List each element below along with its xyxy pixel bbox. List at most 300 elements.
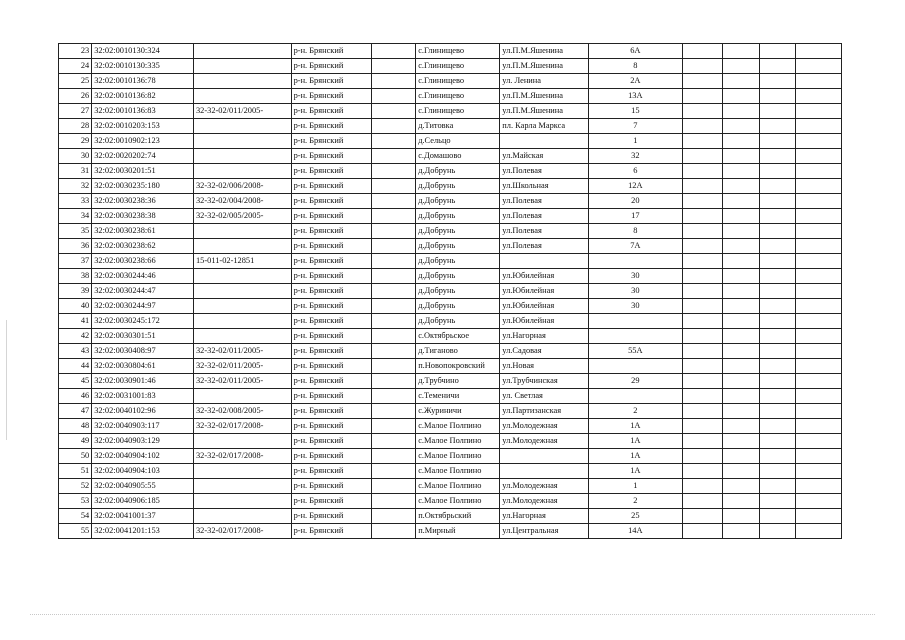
empty-cell xyxy=(371,449,416,464)
settlement: д.Сельцо xyxy=(416,134,500,149)
empty-cell xyxy=(722,224,759,239)
settlement: д.Добрунь xyxy=(416,254,500,269)
house-number: 7А xyxy=(588,239,683,254)
table-row xyxy=(59,269,842,284)
house-number: 7 xyxy=(588,119,683,134)
table-row xyxy=(59,44,842,59)
registration-number: 15-011-02-12851 xyxy=(193,254,291,269)
empty-cell xyxy=(722,74,759,89)
table-row xyxy=(59,479,842,494)
empty-cell xyxy=(759,284,795,299)
empty-cell xyxy=(371,314,416,329)
empty-cell xyxy=(796,389,842,404)
empty-cell xyxy=(371,524,416,539)
registration-number xyxy=(193,269,291,284)
cadastral-number: 32:02:0040905:55 xyxy=(92,479,194,494)
street: ул.Новая xyxy=(500,359,588,374)
empty-cell xyxy=(759,344,795,359)
empty-cell xyxy=(371,359,416,374)
empty-cell xyxy=(683,344,722,359)
empty-cell xyxy=(759,269,795,284)
row-number: 36 xyxy=(59,239,92,254)
table-row xyxy=(59,449,842,464)
cadastral-number: 32:02:0010130:324 xyxy=(92,44,194,59)
cadastral-number: 32:02:0040904:103 xyxy=(92,464,194,479)
house-number: 30 xyxy=(588,269,683,284)
empty-cell xyxy=(722,374,759,389)
empty-cell xyxy=(371,134,416,149)
house-number: 1А xyxy=(588,419,683,434)
row-number: 44 xyxy=(59,359,92,374)
empty-cell xyxy=(759,374,795,389)
settlement: с.Малое Полпино xyxy=(416,449,500,464)
empty-cell xyxy=(759,524,795,539)
district: р-н. Брянский xyxy=(291,59,371,74)
row-number: 26 xyxy=(59,89,92,104)
street: ул. Ленина xyxy=(500,74,588,89)
empty-cell xyxy=(683,329,722,344)
registration-number xyxy=(193,239,291,254)
empty-cell xyxy=(371,149,416,164)
empty-cell xyxy=(796,509,842,524)
registration-number: 32-32-02/008/2005- xyxy=(193,404,291,419)
row-number: 41 xyxy=(59,314,92,329)
settlement: д.Добрунь xyxy=(416,224,500,239)
empty-cell xyxy=(722,44,759,59)
empty-cell xyxy=(759,494,795,509)
empty-cell xyxy=(683,314,722,329)
row-number: 38 xyxy=(59,269,92,284)
registration-number xyxy=(193,479,291,494)
cadastral-number: 32:02:0040906:185 xyxy=(92,494,194,509)
empty-cell xyxy=(722,59,759,74)
table-row xyxy=(59,434,842,449)
empty-cell xyxy=(796,74,842,89)
empty-cell xyxy=(759,209,795,224)
district: р-н. Брянский xyxy=(291,104,371,119)
district: р-н. Брянский xyxy=(291,419,371,434)
empty-cell xyxy=(683,419,722,434)
empty-cell xyxy=(371,509,416,524)
empty-cell xyxy=(371,194,416,209)
empty-cell xyxy=(722,119,759,134)
empty-cell xyxy=(722,419,759,434)
house-number xyxy=(588,314,683,329)
empty-cell xyxy=(683,404,722,419)
settlement: с.Октябрьское xyxy=(416,329,500,344)
empty-cell xyxy=(683,359,722,374)
district: р-н. Брянский xyxy=(291,314,371,329)
settlement: с.Малое Полпино xyxy=(416,479,500,494)
cadastral-number: 32:02:0031001:83 xyxy=(92,389,194,404)
cadastral-number: 32:02:0030408:97 xyxy=(92,344,194,359)
empty-cell xyxy=(722,359,759,374)
empty-cell xyxy=(759,59,795,74)
empty-cell xyxy=(371,179,416,194)
empty-cell xyxy=(371,209,416,224)
row-number: 50 xyxy=(59,449,92,464)
registration-number xyxy=(193,119,291,134)
empty-cell xyxy=(371,239,416,254)
registration-number xyxy=(193,329,291,344)
district: р-н. Брянский xyxy=(291,89,371,104)
empty-cell xyxy=(371,464,416,479)
registration-number xyxy=(193,89,291,104)
table-row xyxy=(59,224,842,239)
street: ул.Партизанская xyxy=(500,404,588,419)
empty-cell xyxy=(796,209,842,224)
cadastral-number: 32:02:0030901:46 xyxy=(92,374,194,389)
empty-cell xyxy=(371,164,416,179)
table-row xyxy=(59,419,842,434)
empty-cell xyxy=(371,479,416,494)
empty-cell xyxy=(759,194,795,209)
row-number: 32 xyxy=(59,179,92,194)
street: ул.Трубчинская xyxy=(500,374,588,389)
row-number: 37 xyxy=(59,254,92,269)
empty-cell xyxy=(722,89,759,104)
house-number: 20 xyxy=(588,194,683,209)
district: р-н. Брянский xyxy=(291,179,371,194)
settlement: с.Малое Полпино xyxy=(416,494,500,509)
row-number: 27 xyxy=(59,104,92,119)
empty-cell xyxy=(796,179,842,194)
table-row xyxy=(59,284,842,299)
row-number: 47 xyxy=(59,404,92,419)
settlement: д.Добрунь xyxy=(416,179,500,194)
row-number: 49 xyxy=(59,434,92,449)
empty-cell xyxy=(759,509,795,524)
cadastral-number: 32:02:0030244:47 xyxy=(92,284,194,299)
empty-cell xyxy=(683,74,722,89)
street: ул.Центральная xyxy=(500,524,588,539)
settlement: д.Добрунь xyxy=(416,314,500,329)
empty-cell xyxy=(759,119,795,134)
empty-cell xyxy=(759,74,795,89)
house-number: 8 xyxy=(588,224,683,239)
table-row xyxy=(59,344,842,359)
registration-number xyxy=(193,149,291,164)
house-number xyxy=(588,359,683,374)
empty-cell xyxy=(683,194,722,209)
house-number: 2А xyxy=(588,74,683,89)
empty-cell xyxy=(759,479,795,494)
settlement: с.Глинищево xyxy=(416,89,500,104)
empty-cell xyxy=(759,299,795,314)
table-row xyxy=(59,329,842,344)
registration-number xyxy=(193,59,291,74)
street: ул.Юбилейная xyxy=(500,314,588,329)
street: ул.Молодежная xyxy=(500,494,588,509)
house-number xyxy=(588,329,683,344)
empty-cell xyxy=(759,149,795,164)
empty-cell xyxy=(796,194,842,209)
row-number: 31 xyxy=(59,164,92,179)
street: ул.Полевая xyxy=(500,224,588,239)
street xyxy=(500,254,588,269)
registration-number: 32-32-02/011/2005- xyxy=(193,374,291,389)
table-row xyxy=(59,74,842,89)
district: р-н. Брянский xyxy=(291,194,371,209)
settlement: д.Титовка xyxy=(416,119,500,134)
table-row xyxy=(59,494,842,509)
empty-cell xyxy=(371,44,416,59)
empty-cell xyxy=(722,329,759,344)
registration-number: 32-32-02/017/2008- xyxy=(193,419,291,434)
house-number: 8 xyxy=(588,59,683,74)
empty-cell xyxy=(759,224,795,239)
empty-cell xyxy=(796,404,842,419)
district: р-н. Брянский xyxy=(291,344,371,359)
empty-cell xyxy=(683,449,722,464)
row-number: 39 xyxy=(59,284,92,299)
street: ул.Молодежная xyxy=(500,479,588,494)
empty-cell xyxy=(796,269,842,284)
empty-cell xyxy=(371,329,416,344)
settlement: с.Журиничи xyxy=(416,404,500,419)
cadastral-number: 32:02:0030245:172 xyxy=(92,314,194,329)
house-number: 17 xyxy=(588,209,683,224)
row-number: 30 xyxy=(59,149,92,164)
settlement: д.Добрунь xyxy=(416,194,500,209)
empty-cell xyxy=(371,404,416,419)
cadastral-number: 32:02:0040904:102 xyxy=(92,449,194,464)
district: р-н. Брянский xyxy=(291,224,371,239)
cadastral-number: 32:02:0010130:335 xyxy=(92,59,194,74)
empty-cell xyxy=(759,134,795,149)
empty-cell xyxy=(796,374,842,389)
row-number: 53 xyxy=(59,494,92,509)
district: р-н. Брянский xyxy=(291,299,371,314)
settlement: д.Трубчино xyxy=(416,374,500,389)
house-number: 25 xyxy=(588,509,683,524)
table-row xyxy=(59,299,842,314)
row-number: 40 xyxy=(59,299,92,314)
empty-cell xyxy=(759,104,795,119)
cadastral-number: 32:02:0041001:37 xyxy=(92,509,194,524)
empty-cell xyxy=(722,449,759,464)
street xyxy=(500,449,588,464)
empty-cell xyxy=(759,329,795,344)
street: ул.Юбилейная xyxy=(500,269,588,284)
house-number: 13А xyxy=(588,89,683,104)
empty-cell xyxy=(759,434,795,449)
scan-noise-line xyxy=(30,614,875,616)
cadastral-number: 32:02:0030238:38 xyxy=(92,209,194,224)
settlement: п.Новопокровский xyxy=(416,359,500,374)
house-number: 1А xyxy=(588,449,683,464)
district: р-н. Брянский xyxy=(291,464,371,479)
registration-number: 32-32-02/017/2008- xyxy=(193,524,291,539)
empty-cell xyxy=(759,419,795,434)
empty-cell xyxy=(683,209,722,224)
cadastral-number: 32:02:0030804:61 xyxy=(92,359,194,374)
district: р-н. Брянский xyxy=(291,134,371,149)
settlement: д.Добрунь xyxy=(416,269,500,284)
row-number: 29 xyxy=(59,134,92,149)
table-row xyxy=(59,404,842,419)
settlement: с.Домашово xyxy=(416,149,500,164)
row-number: 42 xyxy=(59,329,92,344)
district: р-н. Брянский xyxy=(291,149,371,164)
street: ул. Светлая xyxy=(500,389,588,404)
district: р-н. Брянский xyxy=(291,209,371,224)
empty-cell xyxy=(796,164,842,179)
cadastral-number: 32:02:0030201:51 xyxy=(92,164,194,179)
registration-number: 32-32-02/011/2005- xyxy=(193,104,291,119)
empty-cell xyxy=(371,254,416,269)
empty-cell xyxy=(371,269,416,284)
street: ул.П.М.Яшенина xyxy=(500,104,588,119)
street: ул.Молодежная xyxy=(500,419,588,434)
house-number: 30 xyxy=(588,299,683,314)
table-row xyxy=(59,239,842,254)
street: ул.Полевая xyxy=(500,239,588,254)
table-body xyxy=(59,44,842,539)
table-row xyxy=(59,104,842,119)
registration-number xyxy=(193,134,291,149)
street: ул.П.М.Яшенина xyxy=(500,89,588,104)
house-number: 55А xyxy=(588,344,683,359)
district: р-н. Брянский xyxy=(291,359,371,374)
empty-cell xyxy=(722,509,759,524)
empty-cell xyxy=(683,479,722,494)
settlement: с.Теменичи xyxy=(416,389,500,404)
empty-cell xyxy=(759,389,795,404)
row-number: 35 xyxy=(59,224,92,239)
district: р-н. Брянский xyxy=(291,479,371,494)
empty-cell xyxy=(371,389,416,404)
empty-cell xyxy=(759,449,795,464)
empty-cell xyxy=(683,284,722,299)
table-row xyxy=(59,134,842,149)
empty-cell xyxy=(759,89,795,104)
settlement: д.Добрунь xyxy=(416,164,500,179)
street: ул.Садовая xyxy=(500,344,588,359)
registration-number xyxy=(193,314,291,329)
empty-cell xyxy=(683,299,722,314)
registration-number xyxy=(193,509,291,524)
registration-number: 32-32-02/017/2008- xyxy=(193,449,291,464)
house-number: 1 xyxy=(588,479,683,494)
empty-cell xyxy=(796,479,842,494)
empty-cell xyxy=(722,254,759,269)
district: р-н. Брянский xyxy=(291,524,371,539)
scan-edge-mark xyxy=(6,320,7,440)
empty-cell xyxy=(722,239,759,254)
settlement: с.Глинищево xyxy=(416,44,500,59)
table-row xyxy=(59,209,842,224)
empty-cell xyxy=(722,344,759,359)
house-number xyxy=(588,389,683,404)
empty-cell xyxy=(371,284,416,299)
empty-cell xyxy=(796,359,842,374)
table-row xyxy=(59,464,842,479)
empty-cell xyxy=(371,104,416,119)
row-number: 28 xyxy=(59,119,92,134)
district: р-н. Брянский xyxy=(291,44,371,59)
settlement: д.Добрунь xyxy=(416,209,500,224)
registration-number: 32-32-02/005/2005- xyxy=(193,209,291,224)
empty-cell xyxy=(796,464,842,479)
cadastral-number: 32:02:0010136:82 xyxy=(92,89,194,104)
registration-number xyxy=(193,74,291,89)
empty-cell xyxy=(796,149,842,164)
cadastral-number: 32:02:0030244:46 xyxy=(92,269,194,284)
empty-cell xyxy=(759,404,795,419)
empty-cell xyxy=(683,59,722,74)
empty-cell xyxy=(796,524,842,539)
cadastral-number: 32:02:0030235:180 xyxy=(92,179,194,194)
house-number: 2 xyxy=(588,494,683,509)
registration-number xyxy=(193,299,291,314)
empty-cell xyxy=(371,119,416,134)
empty-cell xyxy=(683,254,722,269)
property-registry-table xyxy=(58,43,842,539)
registration-number xyxy=(193,44,291,59)
house-number: 6 xyxy=(588,164,683,179)
row-number: 24 xyxy=(59,59,92,74)
empty-cell xyxy=(722,164,759,179)
empty-cell xyxy=(796,344,842,359)
registration-number: 32-32-02/006/2008- xyxy=(193,179,291,194)
empty-cell xyxy=(759,239,795,254)
empty-cell xyxy=(371,89,416,104)
empty-cell xyxy=(722,149,759,164)
row-number: 55 xyxy=(59,524,92,539)
empty-cell xyxy=(722,464,759,479)
row-number: 43 xyxy=(59,344,92,359)
street: ул.Полевая xyxy=(500,209,588,224)
registration-number xyxy=(193,164,291,179)
row-number: 33 xyxy=(59,194,92,209)
empty-cell xyxy=(722,299,759,314)
street: ул.Полевая xyxy=(500,194,588,209)
empty-cell xyxy=(796,104,842,119)
empty-cell xyxy=(796,134,842,149)
registration-number xyxy=(193,224,291,239)
row-number: 34 xyxy=(59,209,92,224)
district: р-н. Брянский xyxy=(291,434,371,449)
empty-cell xyxy=(683,44,722,59)
house-number: 1 xyxy=(588,134,683,149)
cadastral-number: 32:02:0010902:123 xyxy=(92,134,194,149)
street: ул.П.М.Яшенина xyxy=(500,59,588,74)
row-number: 23 xyxy=(59,44,92,59)
house-number xyxy=(588,254,683,269)
street: ул.Полевая xyxy=(500,164,588,179)
empty-cell xyxy=(796,239,842,254)
empty-cell xyxy=(683,374,722,389)
empty-cell xyxy=(759,44,795,59)
settlement: с.Глинищево xyxy=(416,59,500,74)
cadastral-number: 32:02:0030244:97 xyxy=(92,299,194,314)
empty-cell xyxy=(683,119,722,134)
registration-number xyxy=(193,389,291,404)
empty-cell xyxy=(683,389,722,404)
empty-cell xyxy=(796,89,842,104)
district: р-н. Брянский xyxy=(291,284,371,299)
street: ул.Нагорная xyxy=(500,329,588,344)
cadastral-number: 32:02:0041201:153 xyxy=(92,524,194,539)
empty-cell xyxy=(371,224,416,239)
empty-cell xyxy=(722,389,759,404)
house-number: 1А xyxy=(588,464,683,479)
settlement: с.Малое Полпино xyxy=(416,464,500,479)
table-row xyxy=(59,149,842,164)
district: р-н. Брянский xyxy=(291,374,371,389)
house-number: 12А xyxy=(588,179,683,194)
